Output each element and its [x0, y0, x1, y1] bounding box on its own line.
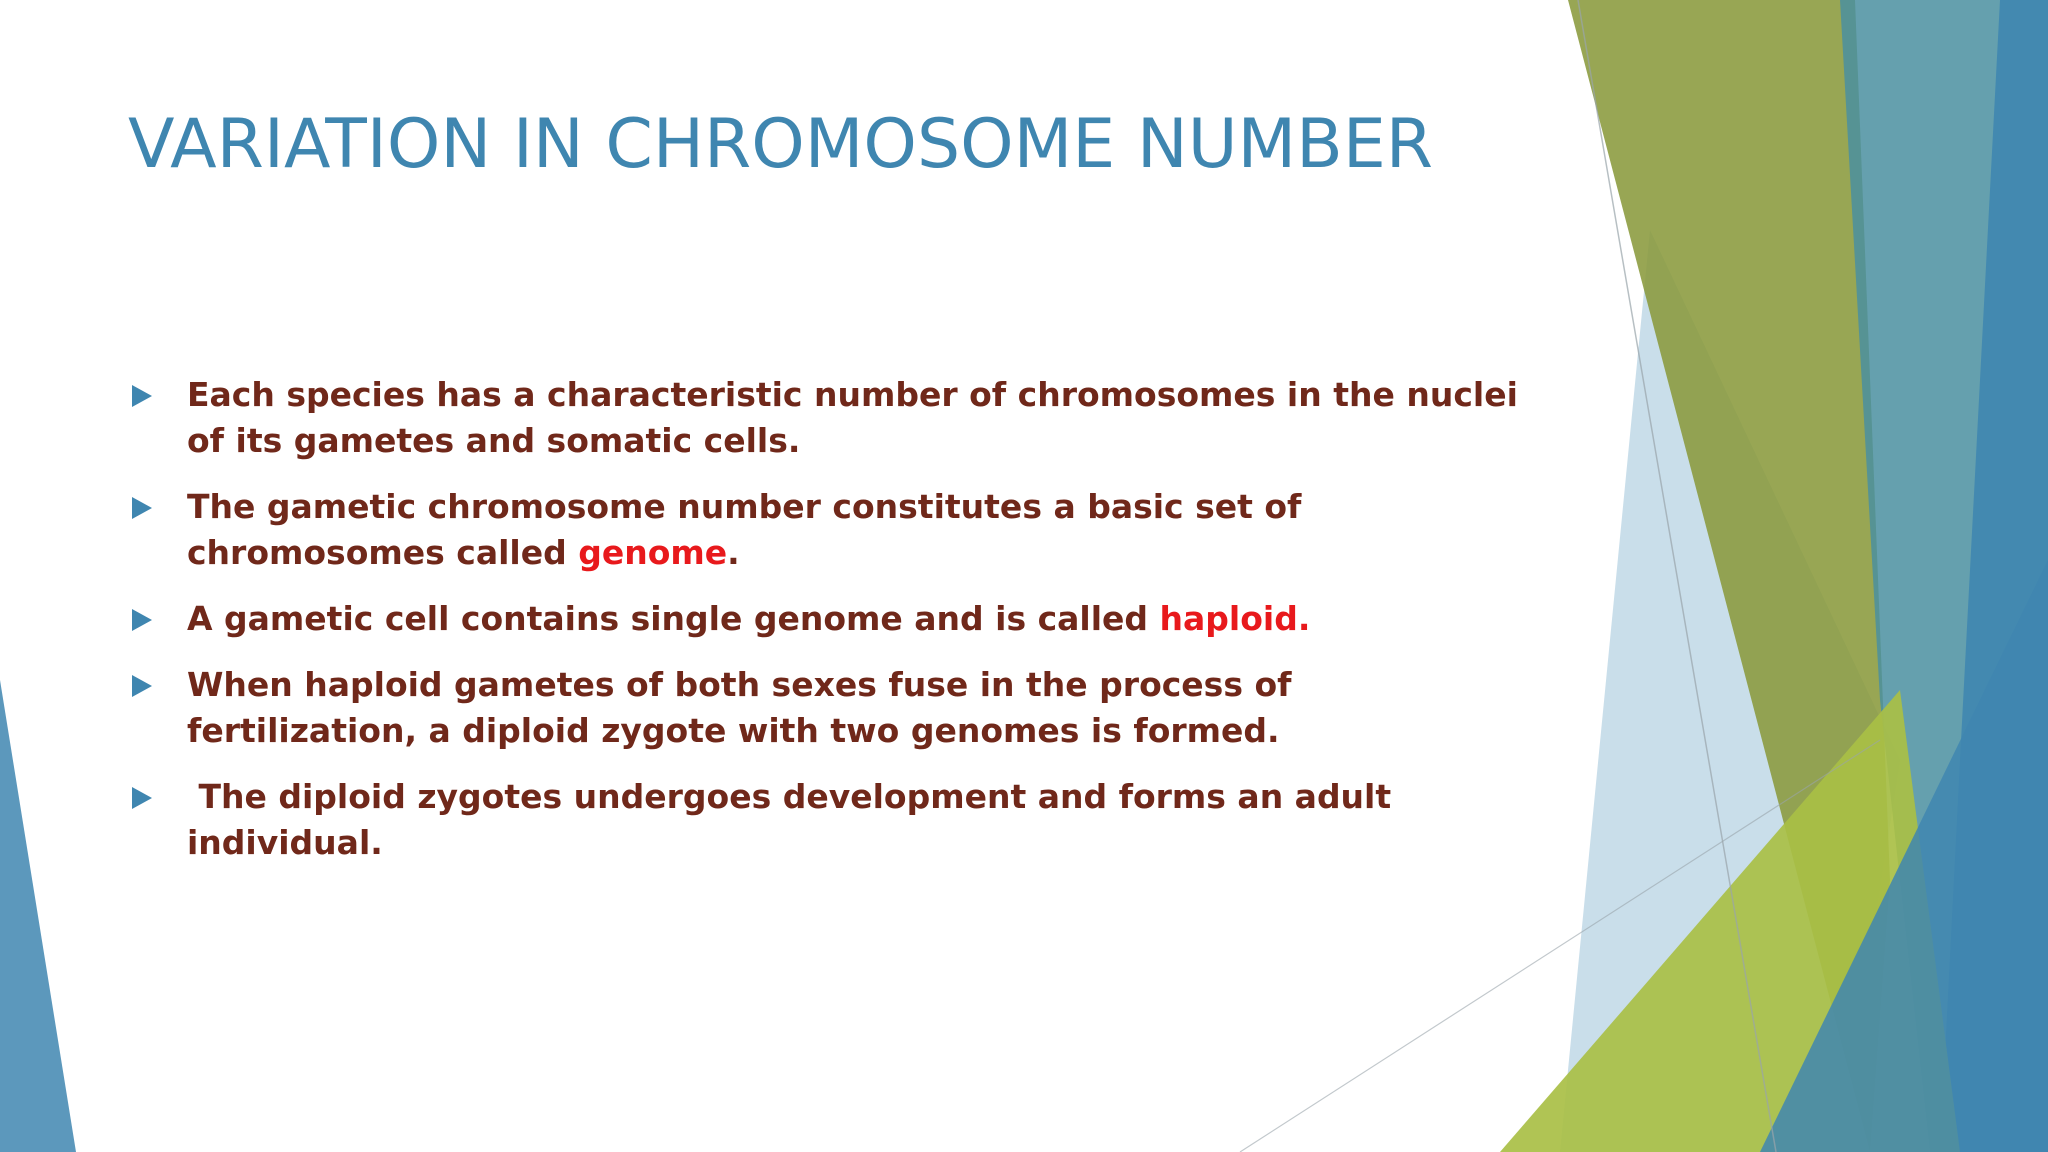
bullet-text: The diploid zygotes undergoes development and forms an adult individual.: [187, 777, 1403, 862]
bullet-item: [128, 596, 1528, 642]
bullet-item: [128, 484, 1528, 576]
left-accent-shape: [0, 680, 76, 1152]
bullet-text: The gametic chromosome number constitutes a basic set of chromosomes called: [187, 487, 1302, 572]
triangle-right-icon: [132, 787, 152, 809]
highlight-term-haploid: haploid.: [1159, 599, 1311, 638]
bullet-item: [128, 662, 1528, 754]
bullet-text: Each species has a characteristic number of chromosomes in the nuclei of its gametes and somatic cells.: [187, 375, 1518, 460]
slide-title: VARIATION IN CHROMOSOME NUMBER: [128, 105, 1434, 184]
bullet-list: [128, 372, 1528, 886]
bullet-item: [128, 774, 1528, 866]
triangle-right-icon: [132, 497, 152, 519]
bullet-text: When haploid gametes of both sexes fuse in the process of fertilization, a diploid zygote with two genomes is formed.: [187, 665, 1292, 750]
bullet-item: [128, 372, 1528, 464]
bullet-text: A gametic cell contains single genome and is called: [187, 599, 1160, 638]
highlight-term-genome: genome: [578, 533, 728, 572]
bullet-text-end: .: [727, 533, 740, 572]
triangle-right-icon: [132, 609, 152, 631]
triangle-right-icon: [132, 385, 152, 407]
triangle-right-icon: [132, 675, 152, 697]
